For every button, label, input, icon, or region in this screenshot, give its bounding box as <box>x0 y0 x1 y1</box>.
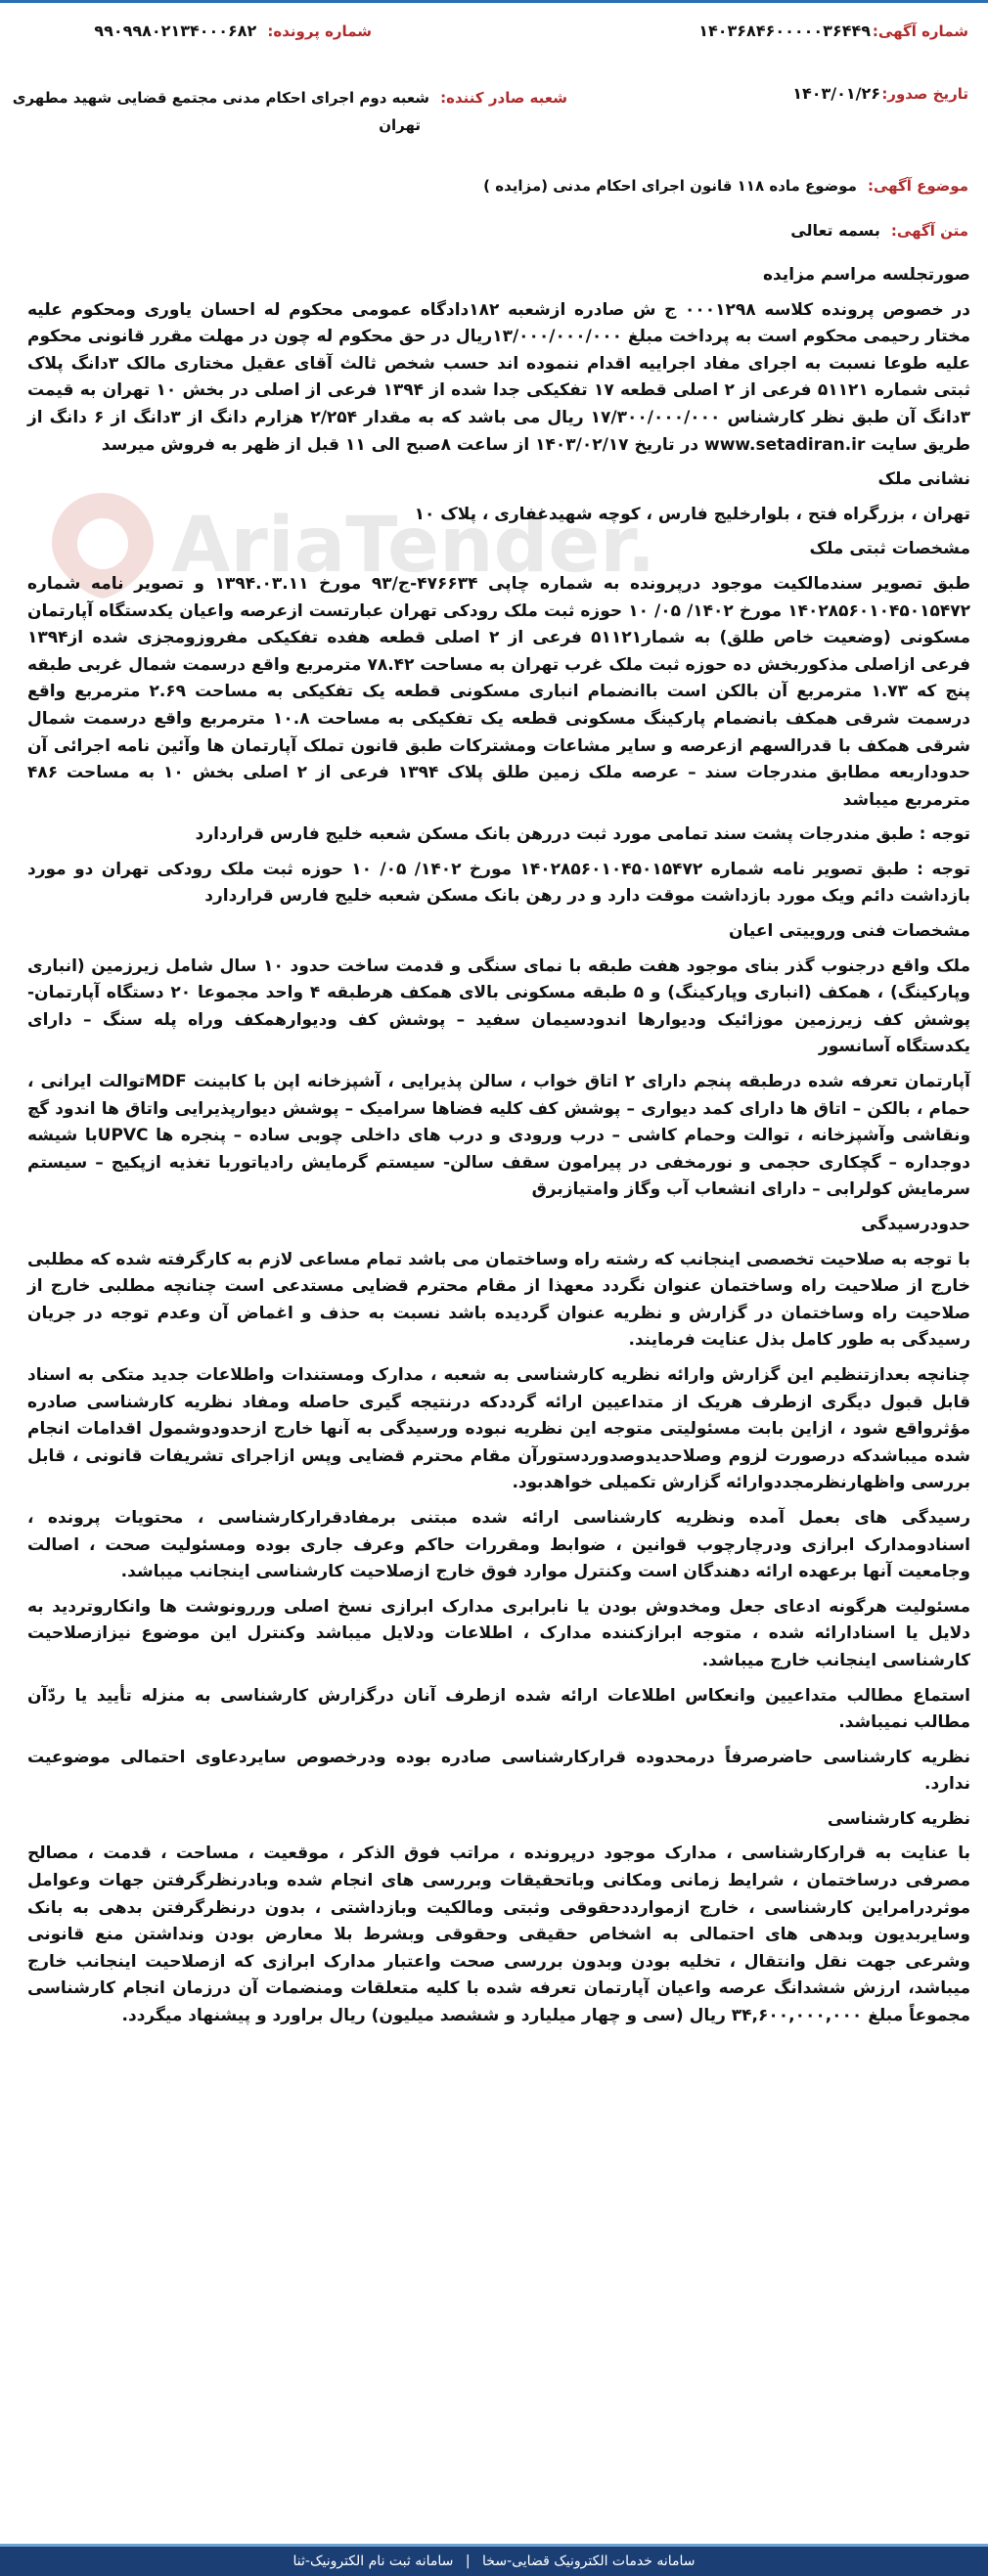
subject-row <box>483 176 968 195</box>
note-1: توجه : طبق مندرجات پشت سند تمامی مورد ثبت دررهن بانک مسکن شعبه خلیج فارس قراردارد <box>195 824 970 845</box>
ad-number-label: شماره آگهی: <box>872 22 968 40</box>
text-label: متن آگهی: <box>890 222 968 240</box>
registry-title: مشخصات ثبتی ملک <box>809 539 970 559</box>
text-label-row <box>790 221 968 240</box>
issue-date <box>685 84 880 103</box>
address-text: تهران ، بزرگراه فتح ، بلوارخلیج فارس ، کوچه شهیدغفاری ، پلاک ۱۰ <box>414 504 970 524</box>
address-title: نشانی ملک <box>877 469 970 490</box>
issuing-branch-row <box>0 84 567 139</box>
limits-text-6: نظریه کارشناسی حاضرصرفاً درمحدوده قرارکارشناسی صادره بوده ودرخصوص سایردعاوی احتمالی موضوعیت ندارد. <box>27 1747 970 1795</box>
limits-text-3: رسیدگی های بعمل آمده ونظریه کارشناسی ارائه شده مبتنی برمفادقرارکارشناسی ، محتویات پرونده ، اسنادومدارک ابرازی ودرچارچوب قوانین ، ضوابط ومقررات حاکم وعرف جاری بوده ومسئولیت صحت ، اصالت وجامعیت آنها برعهده ارائه دهندگان است وکنترل موارد فوق خارج ازصلاحیت کارشناسی اینجانب میباشد. <box>27 1507 970 1582</box>
case-number-value: ۹۹۰۹۹۸۰۲۱۳۴۰۰۰۶۸۲ <box>94 22 257 40</box>
case-number-label: شماره پرونده: <box>267 22 372 40</box>
footer-link-sana[interactable]: سامانه ثبت نام الکترونیک-ثنا <box>292 2554 454 2569</box>
ad-number-value: ۱۴۰۳۶۸۴۶۰۰۰۰۰۳۶۴۴۹ <box>698 22 871 40</box>
ad-number-row <box>873 22 968 40</box>
ad-number <box>450 22 871 40</box>
top-accent-line <box>0 0 988 3</box>
body-title: صورتجلسه مراسم مزایده <box>762 265 970 285</box>
tech-title: مشخصات فنی وروییتی اعیان <box>729 921 970 942</box>
issue-date-label: تاریخ صدور: <box>881 85 968 103</box>
footer-bar <box>0 2547 988 2576</box>
note-2: توجه : طبق تصویر نامه شماره ۱۴۰۲۸۵۶۰۱۰۴۵۰۱۵۴۷۲ مورخ ۱۴۰۲/ ۰۵/ ۱۰ حوزه ثبت ملک رودکی تهران دو مورد بازداشت دائم ویک مورد بازداشت موقت دارد و در رهن بانک مسکن شعبه خلیج فارس قراردارد <box>27 859 970 907</box>
case-number-row <box>0 22 372 40</box>
footer-separator: | <box>465 2554 471 2569</box>
issuing-branch-line2: تهران <box>379 116 421 134</box>
footer-link-sakha[interactable]: سامانه خدمات الکترونیک قضایی-سخا <box>482 2554 696 2569</box>
issue-date-value: ۱۴۰۳/۰۱/۲۶ <box>792 84 880 103</box>
opinion-title: نظریه کارشناسی <box>827 1808 970 1829</box>
subject-label: موضوع آگهی: <box>867 177 968 195</box>
registry-text: طبق تصویر سندمالکیت موجود درپرونده به شماره چاپی ۴۷۶۶۳۴-ج/۹۳ مورخ ۱۳۹۴.۰۳.۱۱ و تصویر نامه شماره ۱۴۰۲۸۵۶۰۱۰۴۵۰۱۵۴۷۲ مورخ ۱۴۰۲/ ۰۵/ ۱۰ حوزه ثبت ملک رودکی تهران عبارتست ازعرصه واعیان یکدستگاه آپارتمان مسکونی (وضعیت خاص طلق) به شمار۵۱۱۲۱ فرعی از ۲ اصلی قطعه هفده تفکیکی مفروزومجزی شده از۱۳۹۴ فرعی ازاصلی مذکوربخش ده حوزه ثبت ملک غرب تهران به مساحت ۷۸.۴۲ مترمربع واقع درسمت شمال غربی طبقه پنج که ۱.۷۳ مترمربع آن بالکن است باانضمام انباری مسکونی قطعه یک تفکیکی به مساحت ۲.۶۹ مترمربع واقع درسمت شرقی همکف بانضمام پارکینگ مسکونی قطعه یک تفکیکی به مساحت ۱۰.۸ مترمربع واقع درسمت شمال شرقی همکف با قدرالسهم ازعرصه و سایر مشاعات ومشترکات طبق قانون تملک آپارتمان ها وآئین نامه اجرائی آن حدوداربعه مطابق مندرجات سند – عرصه ملک زمین طلق پلاک ۱۳۹۴ فرعی از ۲ اصلی بخش ۱۰ به مساحت ۴۸۶ مترمربع میباشد <box>27 573 971 810</box>
opinion-text: با عنایت به قرارکارشناسی ، مدارک موجود درپرونده ، مراتب فوق الذکر ، موقعیت ، مساحت ، قدمت ، مصالح مصرفی درساختمان ، شرایط زمانی ومکانی وباتحقیقات وبررسی های انجام شده وبادرنظرگرفتن جهات وعوامل موثردرامراین کارشناسی ، خارج ازموارددحقوقی وثبتی ومالکیت وبازداشتی ، بدون درنظرگرفتن بدهی به بانک وسایربدیون وبدهی های احتمالی به اشخاص حقیقی وحقوقی وبشرط بلا معارض بودن ونداشتن منع قانونی وشرعی جهت نقل وانتقال ، تخلیه بودن وبدون بررسی صحت واعتبار مدارک ابرازی که ازصلاحیت اینجانب خارج میباشد، ارزش ششدانگ عرصه واعیان آپارتمان تعرفه شده با کلیه متعلقات ومنضمات آن درزمان انجام کارشناسی مجموعاً مبلغ ۳۴,۶۰۰,۰۰۰,۰۰۰ ریال (سی و چهار میلیارد و ششصد میلیون) ریال براورد و پیشنهاد میگردد. <box>27 1843 970 2026</box>
issuing-branch-line1: شعبه دوم اجرای احکام مدنی مجتمع قضایی شهید مطهری <box>12 89 430 107</box>
limits-text-2: چنانچه بعدازتنظیم این گزارش وارائه نظریه کارشناسی به شعبه ، مدارک ومستندات واطلاعات جدید متکی به اسناد قابل قبول دیگری ازطرف هریک از متداعیین ارائه گرددکه درنتیجه گیری حاصله ومفاد نظریه کارشناسی صادره مؤثرواقع شود ، ازاین بابت مسئولیتی متوجه این نظریه نبوده ورسیدگی به آنها خارج ازحدودوشمول اقدامات انجام شده میباشدکه درصورت لزوم وصلاحدیدوصدوردستورآن مقام محترم قضایی وپس ازاجرای تشریفات قانونی ، قابل بررسی واظهارنظرمجددوارائه گزارش تکمیلی خواهدبود. <box>27 1364 970 1493</box>
subject-value: موضوع ماده ۱۱۸ قانون اجرای احکام مدنی (مزایده ) <box>483 177 857 195</box>
limits-title: حدودرسیدگی <box>861 1215 970 1234</box>
announcement-body <box>27 256 970 2038</box>
limits-text-5: استماع مطالب متداعیین وانعکاس اطلاعات ارائه شده ازطرف آنان درگزارش کارشناسی به منزله تأیید یا ردّآن مطالب نمیباشد. <box>27 1685 970 1733</box>
opening-line: بسمه تعالی <box>790 221 880 240</box>
issuing-branch-label: شعبه صادر کننده: <box>440 89 567 107</box>
limits-text-4: مسئولیت هرگونه ادعای جعل ومخدوش بودن یا نابرابری مدارک ابرازی نسخ اصلی وررونوشت ها وانکاروتردید به دلایل یا اسنادارائه شده ، متوجه ابرازکننده مدارک ، اطلاعات ودلایل میباشد وکنترل این موضوع نیزازصلاحیت کارشناسی اینجانب خارج میباشد. <box>27 1596 970 1670</box>
issue-date-row <box>881 84 968 103</box>
limits-text-1: با توجه به صلاحیت تخصصی اینجانب که رشته راه وساختمان می باشد تمام مساعی لازم به کارگرفته شده که مطلبی خارج از صلاحیت راه وساختمان عنوان نگردد معهذا از مقام محترم قضایی مستدعی است چنانچه مطلبی خارج از صلاحیت راه وساختمان در گزارش و نظریه عنوان گردیده باشد نسبت به حذف و اغماض آن وعدم توجه در جریان رسیدگی به طور کامل بذل عنایت فرمایند. <box>27 1249 970 1351</box>
tech-text-1: ملک واقع درجنوب گذر بنای موجود هفت طبقه با نمای سنگی و قدمت ساخت حدود ۱۰ سال شامل زیرزمین (انباری وپارکینگ) ، همکف (انباری وپارکینگ) و ۵ طبقه مسکونی بالای همکف هرطبقه ۴ واحد مجموعا ۲۰ دستگاه آپارتمان- پوشش کف زیرزمین موزائیک ودیوارها اندودسیمان سفید – پوشش کف ودیوارهمکف وراه پله سنگ – دارای یکدستگاه آسانسور <box>27 955 971 1057</box>
body-intro: در خصوص پرونده کلاسه ۰۰۰۱۲۹۸ ج ش صادره ازشعبه ۱۸۲دادگاه عمومی محکوم له احسان یاوری ومحکوم علیه مختار رحیمی محکوم است به پرداخت مبلغ ۱۳/۰۰۰/۰۰۰/۰۰۰ریال در حق محکوم له چون در مهلت مقرر قانونی محکوم علیه طوعا نسبت به اجرای مفاد اجراییه اقدام ننموده اند حسب شخص ثالث آقای عقیل مختاری مالک ۳دانگ پلاک ثبتی شماره ۵۱۱۲۱ فرعی از ۲ اصلی قطعه ۱۷ تفکیکی جدا شده از ۱۳۹۴ فرعی از اصلی در بخش ۱۰ تهران به قیمت ۳دانگ آن طبق نظر کارشناس ۱۷/۳۰۰/۰۰۰/۰۰۰ ریال می باشد که به مقدار ۲/۲۵۴ هزارم دانگ از ۳دانگ از ۶ دانگ از طریق سایت www.setadiran.ir در تاریخ ۱۴۰۳/۰۲/۱۷ از ساعت ۸صبح الی ۱۱ قبل از ظهر به فروش میرسد <box>27 299 971 455</box>
watermark-text: AriaTender <box>171 502 627 590</box>
tech-text-2: آپارتمان تعرفه شده درطبقه پنجم دارای ۲ اتاق خواب ، سالن پذیرایی ، آشپزخانه اپن با کابینت MDFتوالت ایرانی ، حمام ، بالکن – اتاق ها دارای کمد دیواری – پوشش کف کلیه فضاها سرامیک – پوشش دیوارپذیرایی واتاق ها اندود گچ ونقاشی وآشپزخانه ، توالت وحمام کاشی – درب ورودی و درب های داخلی چوبی ساده – پنجره ها UPVCبا شیشه دوجداره – گچکاری حجمی و نورمخفی در پیرامون سقف سالن- سیستم گرمایش رادیاتوربا تغذیه ازپکیج – سیستم سرمایش کولرابی – دارای انشعاب آب وگاز وامتیازبرق <box>27 1072 971 1200</box>
